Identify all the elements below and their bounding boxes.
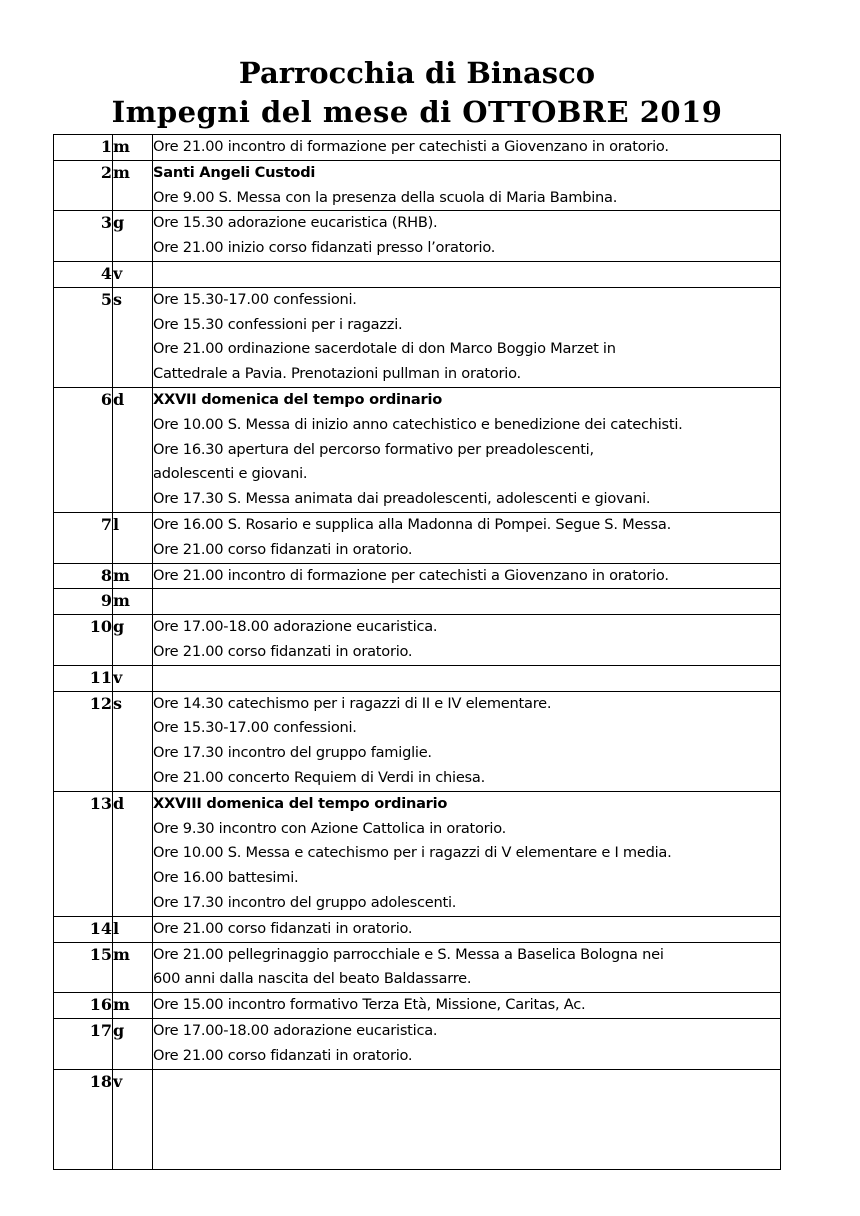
event-line: Ore 16.00 S. Rosario e supplica alla Madonna di Pompei. Segue S. Messa.: [153, 515, 671, 533]
day-number: 10: [54, 615, 113, 666]
weekday-letter: l: [113, 512, 153, 563]
weekday-letter: g: [113, 1018, 153, 1069]
calendar-row: [54, 589, 781, 615]
weekday-letter: s: [113, 287, 153, 387]
weekday-letter: g: [113, 615, 153, 666]
event-line: Cattedrale a Pavia. Prenotazioni pullman in oratorio.: [153, 365, 521, 383]
calendar-body: [54, 135, 781, 1170]
event-line: Ore 17.00-18.00 adorazione eucaristica.: [153, 1021, 438, 1039]
event-line: Ore 21.00 pellegrinaggio parrocchiale e S. Messa a Baselica Bologna nei: [153, 945, 664, 963]
day-number: 12: [54, 691, 113, 791]
event-line: Ore 16.30 apertura del percorso formativo per preadolescenti,: [153, 440, 594, 458]
weekday-letter: d: [113, 791, 153, 916]
calendar-row: [54, 665, 781, 691]
event-line: Ore 9.30 incontro con Azione Cattolica in oratorio.: [153, 819, 507, 837]
events-cell: [153, 691, 781, 791]
parish-title: Parrocchia di Binasco: [238, 56, 596, 90]
weekday-letter: l: [113, 916, 153, 942]
calendar-row: [54, 261, 781, 287]
event-heading: XXVII domenica del tempo ordinario: [153, 390, 442, 408]
calendar-row: [54, 942, 781, 993]
events-cell: [153, 589, 781, 615]
event-line: adolescenti e giovani.: [153, 465, 308, 483]
events-cell: [153, 387, 781, 512]
events-cell: [153, 1018, 781, 1069]
day-number: 7: [54, 512, 113, 563]
day-number: 6: [54, 387, 113, 512]
event-line: Ore 15.30-17.00 confessioni.: [153, 290, 357, 308]
weekday-letter: m: [113, 589, 153, 615]
calendar-row: [54, 691, 781, 791]
weekday-letter: v: [113, 1069, 153, 1169]
event-line: Ore 21.00 ordinazione sacerdotale di don Marco Boggio Marzet in: [153, 340, 616, 358]
event-line: Ore 17.30 S. Messa animata dai preadolescenti, adolescenti e giovani.: [153, 490, 651, 508]
day-number: 5: [54, 287, 113, 387]
calendar-row: [54, 791, 781, 916]
weekday-letter: g: [113, 211, 153, 262]
event-line: Ore 17.30 incontro del gruppo famiglie.: [153, 744, 432, 762]
event-line: Ore 21.00 inizio corso fidanzati presso l’oratorio.: [153, 239, 496, 257]
event-line: Ore 21.00 corso fidanzati in oratorio.: [153, 540, 413, 558]
day-number: 18: [54, 1069, 113, 1169]
weekday-letter: m: [113, 563, 153, 589]
event-line: Ore 15.30-17.00 confessioni.: [153, 719, 357, 737]
weekday-letter: s: [113, 691, 153, 791]
event-line: Ore 21.00 concerto Requiem di Verdi in chiesa.: [153, 768, 485, 786]
event-line: Ore 17.30 incontro del gruppo adolescenti.: [153, 893, 457, 911]
calendar-row: [54, 615, 781, 666]
day-number: 13: [54, 791, 113, 916]
weekday-letter: v: [113, 261, 153, 287]
weekday-letter: v: [113, 665, 153, 691]
event-line: 600 anni dalla nascita del beato Baldassarre.: [153, 970, 472, 988]
calendar-row: [54, 916, 781, 942]
events-cell: [153, 942, 781, 993]
events-cell: [153, 135, 781, 161]
event-line: Ore 15.30 confessioni per i ragazzi.: [153, 315, 403, 333]
calendar-row: [54, 211, 781, 262]
events-cell: [153, 993, 781, 1019]
event-line: Ore 15.00 incontro formativo Terza Età, Missione, Caritas, Ac.: [153, 996, 586, 1014]
event-line: Ore 10.00 S. Messa di inizio anno catechistico e benedizione dei catechisti.: [153, 415, 683, 433]
events-cell: [153, 211, 781, 262]
event-line: Ore 21.00 incontro di formazione per catechisti a Giovenzano in oratorio.: [153, 138, 669, 155]
day-number: 2: [54, 160, 113, 211]
weekday-letter: m: [113, 135, 153, 161]
calendar-row: [54, 287, 781, 387]
event-line: Ore 9.00 S. Messa con la presenza della scuola di Maria Bambina.: [153, 188, 618, 206]
calendar-row: [54, 563, 781, 589]
month-title: Impegni del mese di OTTOBRE 2019: [111, 95, 723, 129]
calendar-row: [54, 387, 781, 512]
event-line: Ore 14.30 catechismo per i ragazzi di II e IV elementare.: [153, 694, 552, 712]
day-number: 1: [54, 135, 113, 161]
day-number: 4: [54, 261, 113, 287]
day-number: 14: [54, 916, 113, 942]
event-line: Ore 21.00 corso fidanzati in oratorio.: [153, 919, 413, 937]
calendar-row: [54, 1018, 781, 1069]
calendar-row: [54, 993, 781, 1019]
day-number: 17: [54, 1018, 113, 1069]
calendar-table: [53, 134, 781, 1170]
day-number: 16: [54, 993, 113, 1019]
event-heading: Santi Angeli Custodi: [153, 163, 316, 181]
calendar-row: [54, 1069, 781, 1169]
event-line: Ore 10.00 S. Messa e catechismo per i ragazzi di V elementare e I media.: [153, 844, 672, 862]
event-line: Ore 16.00 battesimi.: [153, 869, 299, 887]
event-line: Ore 21.00 corso fidanzati in oratorio.: [153, 642, 413, 660]
events-cell: [153, 791, 781, 916]
weekday-letter: m: [113, 942, 153, 993]
calendar-row: [54, 160, 781, 211]
event-line: Ore 17.00-18.00 adorazione eucaristica.: [153, 618, 438, 636]
day-number: 9: [54, 589, 113, 615]
day-number: 3: [54, 211, 113, 262]
event-line: Ore 21.00 corso fidanzati in oratorio.: [153, 1046, 413, 1064]
events-cell: [153, 916, 781, 942]
weekday-letter: m: [113, 160, 153, 211]
day-number: 11: [54, 665, 113, 691]
events-cell: [153, 615, 781, 666]
calendar-row: [54, 512, 781, 563]
events-cell: [153, 563, 781, 589]
event-line: Ore 21.00 incontro di formazione per catechisti a Giovenzano in oratorio.: [153, 566, 669, 584]
weekday-letter: m: [113, 993, 153, 1019]
events-cell: [153, 512, 781, 563]
event-heading: XXVIII domenica del tempo ordinario: [153, 794, 448, 812]
events-cell: [153, 287, 781, 387]
day-number: 8: [54, 563, 113, 589]
events-cell: [153, 1069, 781, 1169]
event-line: Ore 15.30 adorazione eucaristica (RHB).: [153, 214, 438, 232]
day-number: 15: [54, 942, 113, 993]
weekday-letter: d: [113, 387, 153, 512]
calendar-row: [54, 135, 781, 161]
events-cell: [153, 160, 781, 211]
events-cell: [153, 665, 781, 691]
events-cell: [153, 261, 781, 287]
